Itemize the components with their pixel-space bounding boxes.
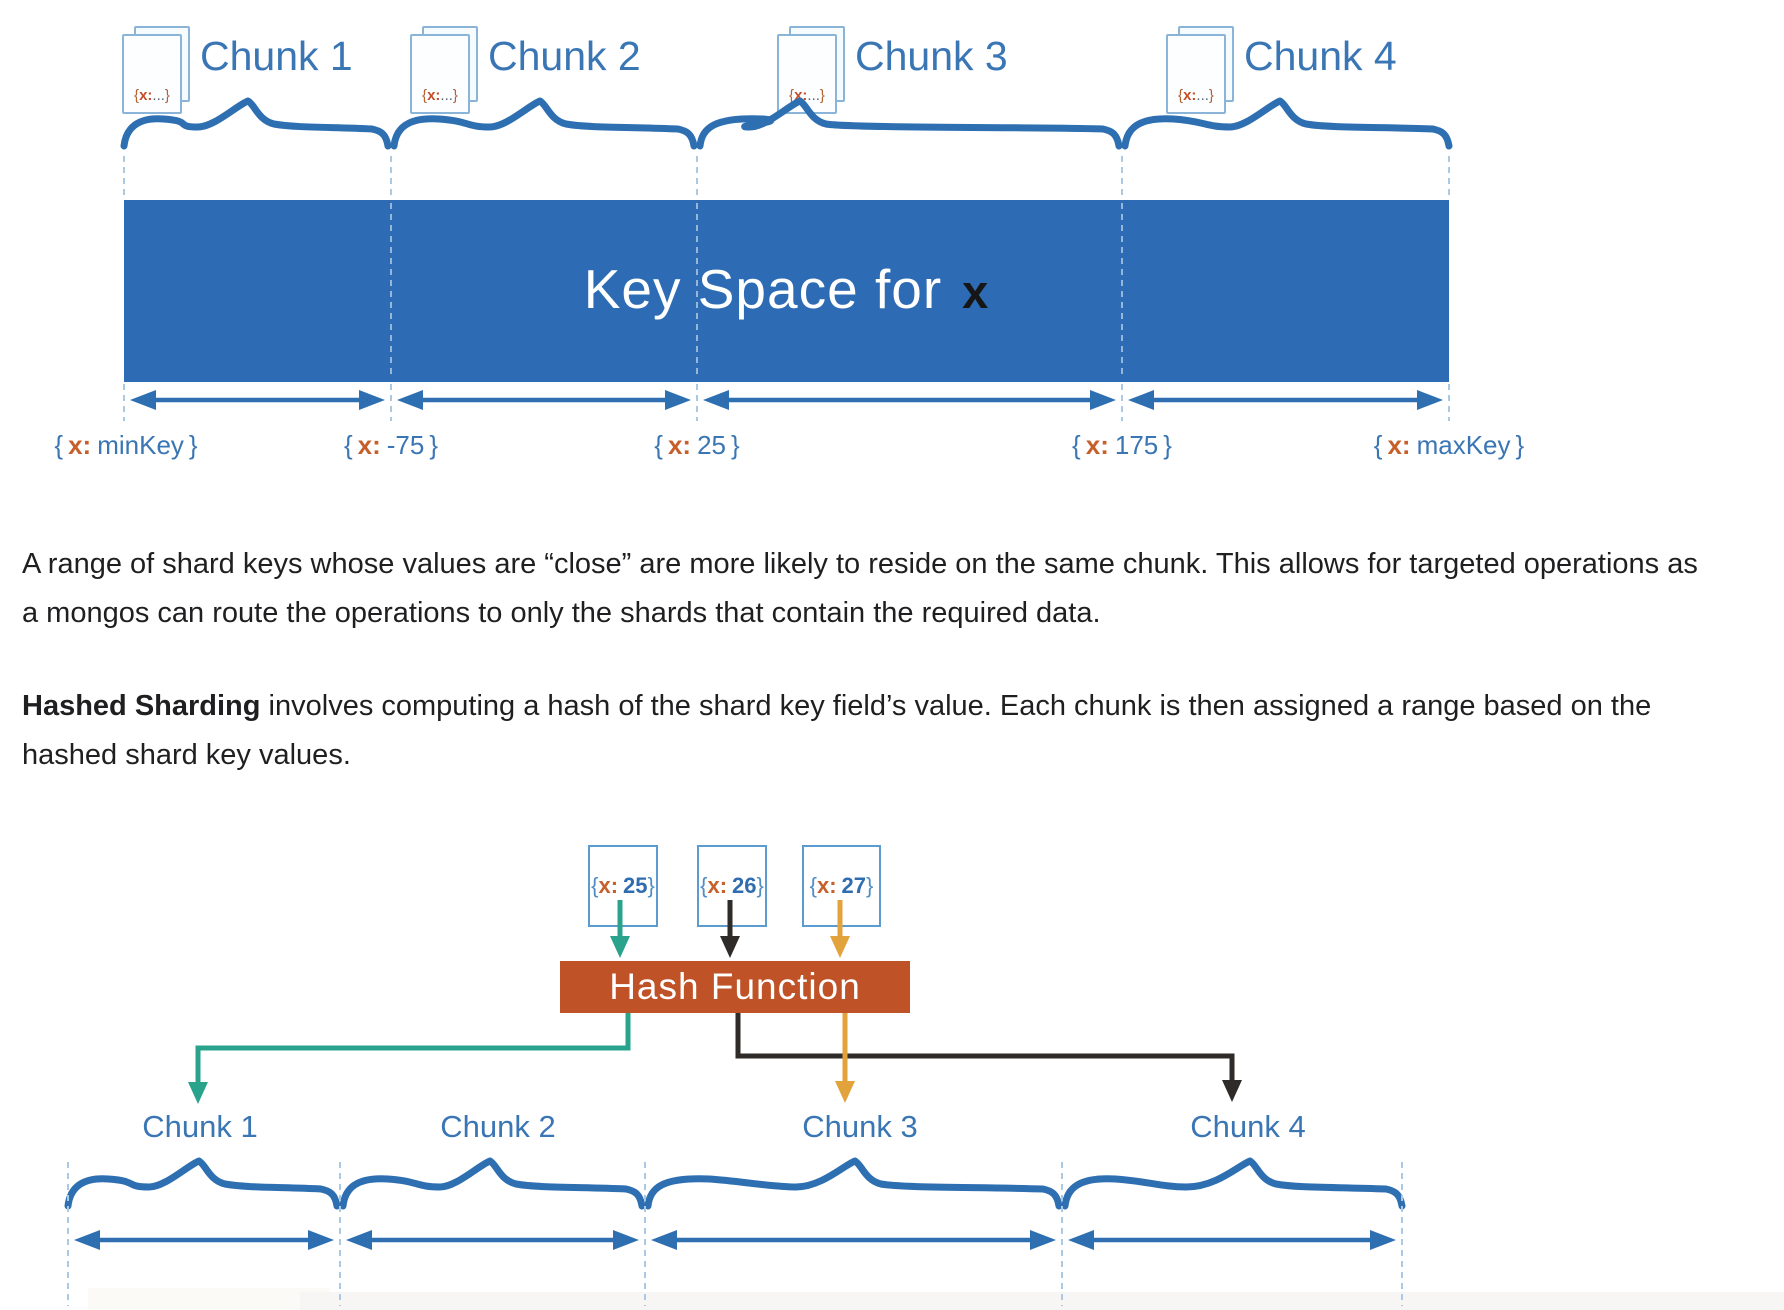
bottom-chunk-2-label: Chunk 2 [440, 1109, 556, 1144]
document-front-page [122, 34, 182, 114]
brace-close: } [429, 430, 439, 460]
key-field: x: [816, 873, 837, 898]
bottom-chunk-4-brace [1065, 1161, 1402, 1206]
brace-close: } [1515, 430, 1525, 460]
brace-open: { [654, 430, 663, 460]
chunk-1-title: Chunk 1 [200, 33, 353, 79]
brace-open: { [134, 87, 140, 104]
bottom-chunk-1-brace [68, 1161, 337, 1206]
key-value: 25 [623, 873, 648, 898]
range-arrow [703, 390, 1116, 410]
brace-close: } [756, 873, 764, 898]
chunk-3-title: Chunk 3 [855, 33, 1008, 79]
brace-close: } [866, 873, 874, 898]
range-arrow [346, 1230, 639, 1250]
brace-close: } [452, 87, 458, 104]
key-label-maxkey [1369, 430, 1529, 461]
hashed-sharding-term: Hashed Sharding [22, 690, 261, 722]
paragraph-ranged-sharding: A range of shard keys whose values are “close” are more likely to reside on the same chunk. This allows for targeted operations as a mongos can route the operations to only the shards that contain the required data. [22, 548, 1698, 629]
key-field: x: [1085, 430, 1109, 460]
range-arrow [397, 390, 691, 410]
document-key-label [125, 87, 179, 104]
key-field: x: [427, 87, 441, 104]
key-field: x: [598, 873, 619, 898]
brace-open: { [809, 873, 817, 898]
hash-function-label: Hash Function [609, 966, 861, 1007]
brace-open: { [1072, 430, 1081, 460]
key-label-minkey [49, 430, 202, 461]
brace-open: { [700, 873, 708, 898]
paragraph-hashed-sharding-rest: involves computing a hash of the shard key field’s value. Each chunk is then assigned a range based on the hashed shard key values. [22, 690, 1652, 771]
document-stack-icon [122, 26, 190, 112]
output-connector-black [738, 1013, 1242, 1102]
key-field: x: [68, 430, 92, 460]
chunk-4-title: Chunk 4 [1244, 33, 1397, 79]
brace-open: { [54, 430, 64, 460]
chunk-3-brace [700, 101, 1119, 146]
input-doc-x27 [802, 845, 881, 927]
brace-open: { [343, 430, 353, 460]
paragraph-hashed-sharding [22, 682, 1712, 780]
range-arrow [130, 390, 385, 410]
key-field: x: [667, 430, 692, 460]
brace-open: { [591, 873, 599, 898]
key-label-neg75 [339, 430, 443, 461]
key-field: x: [1183, 87, 1197, 104]
brace-close: } [1208, 87, 1214, 104]
document-stack-icon [410, 26, 478, 112]
ellipsis: ... [807, 87, 820, 104]
output-connector-teal [188, 1013, 628, 1104]
key-value: 26 [732, 873, 757, 898]
key-value: 25 [697, 430, 727, 460]
brace-open: { [1178, 87, 1184, 104]
bottom-chunk-2-brace [343, 1161, 642, 1206]
key-space-title-text: Key Space for [583, 258, 943, 320]
brace-close: } [731, 430, 740, 460]
document-key-label [413, 87, 467, 104]
document-key-label [1169, 87, 1223, 104]
key-label-25 [649, 430, 744, 461]
chunk-2-title: Chunk 2 [488, 33, 641, 79]
key-space-title [124, 257, 1449, 321]
range-arrow [74, 1230, 334, 1250]
range-arrow [651, 1230, 1056, 1250]
brace-open: { [789, 87, 795, 104]
document-stack-icon [1166, 26, 1234, 112]
key-space-title-x: x [962, 265, 990, 318]
key-field: x: [139, 87, 153, 104]
document-front-page [1166, 34, 1226, 114]
input-doc-x25 [588, 845, 658, 927]
key-field: x: [707, 873, 728, 898]
range-arrow [1128, 390, 1443, 410]
output-arrow-amber [835, 1013, 855, 1103]
ellipsis: ... [152, 87, 165, 104]
faded-artifact [88, 1288, 330, 1310]
key-value: 175 [1114, 430, 1159, 460]
brace-close: } [164, 87, 170, 104]
key-field: x: [357, 430, 381, 460]
input-doc-x26 [697, 845, 767, 927]
brace-close: } [1163, 430, 1172, 460]
ellipsis: ... [1196, 87, 1209, 104]
key-field: x: [1387, 430, 1411, 460]
brace-close: } [647, 873, 655, 898]
brace-close: } [819, 87, 825, 104]
brace-open: { [422, 87, 428, 104]
hash-function-box [560, 961, 910, 1013]
key-field: x: [794, 87, 808, 104]
document-stack-icon [777, 26, 845, 112]
key-value: minKey [97, 430, 184, 460]
key-value: -75 [386, 430, 425, 460]
bottom-chunk-4-label: Chunk 4 [1190, 1109, 1306, 1144]
bottom-chunk-3-brace [648, 1161, 1059, 1206]
document-front-page [777, 34, 837, 114]
key-value: maxKey [1416, 430, 1511, 460]
brace-close: } [188, 430, 198, 460]
bottom-chunk-1-label: Chunk 1 [142, 1109, 258, 1144]
document-key-label [780, 87, 834, 104]
document-front-page [410, 34, 470, 114]
faded-bottom-strip [300, 1292, 1784, 1310]
key-value: 27 [841, 873, 867, 898]
brace-open: { [1373, 430, 1383, 460]
bottom-chunk-3-label: Chunk 3 [802, 1109, 918, 1144]
key-label-175 [1067, 430, 1177, 461]
bottom-dashed-lines [68, 1162, 1402, 1306]
ellipsis: ... [440, 87, 453, 104]
range-arrow [1068, 1230, 1396, 1250]
